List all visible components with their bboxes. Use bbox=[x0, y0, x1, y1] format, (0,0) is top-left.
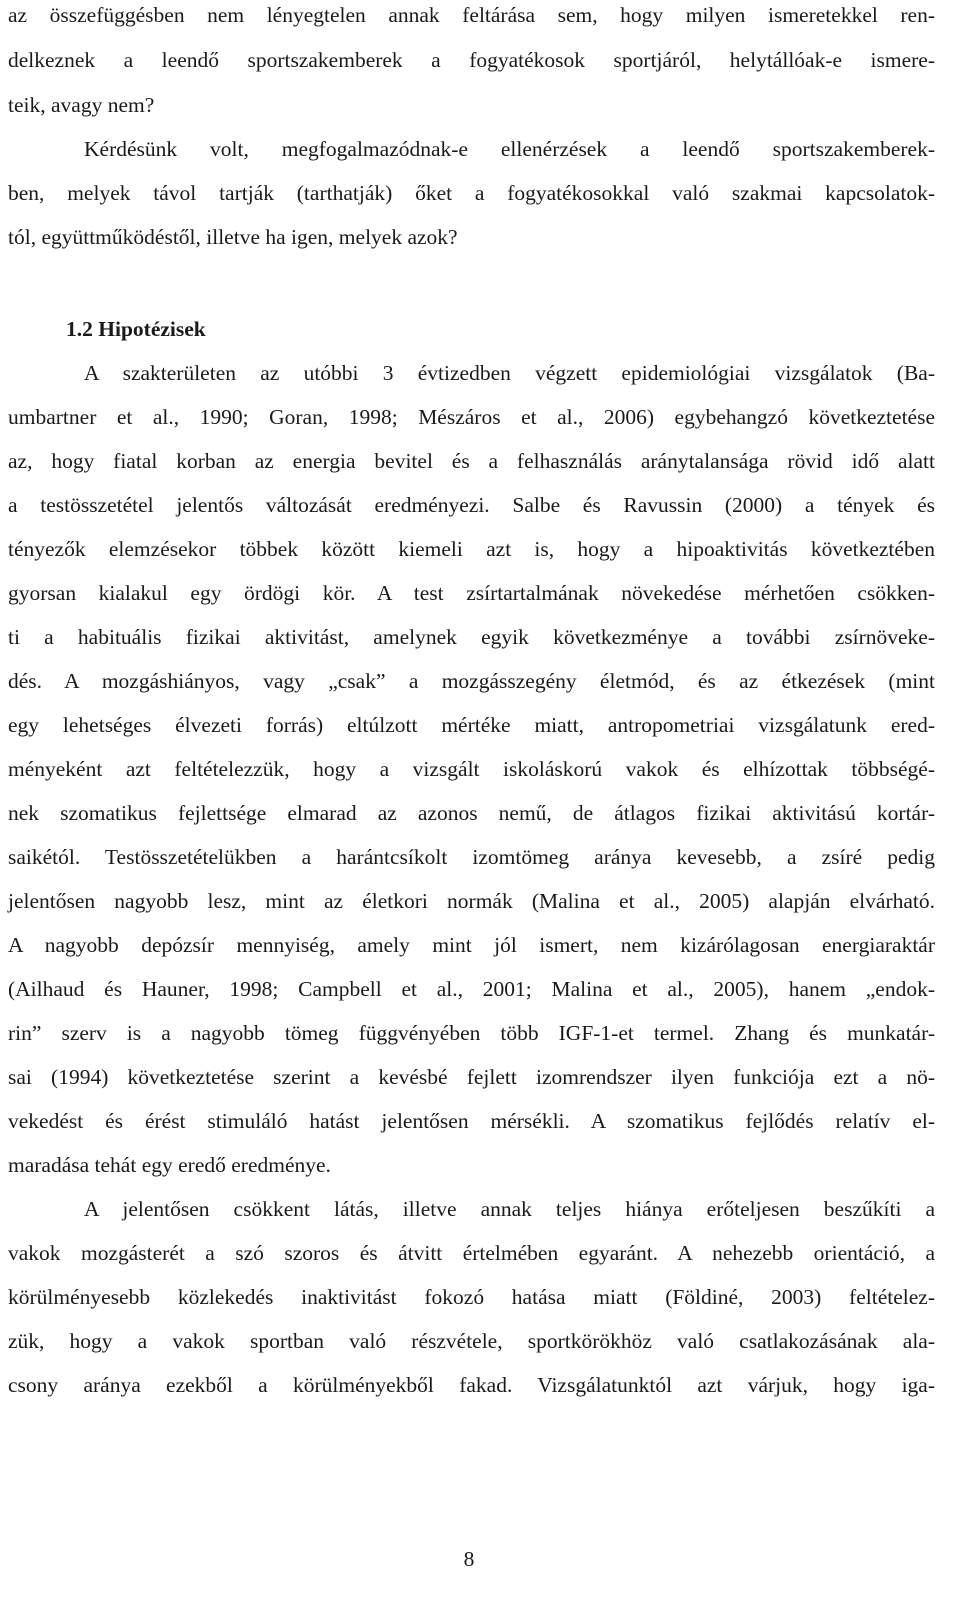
text-line: saikétól. Testösszetételükben a harántcsíkolt izomtömeg aránya kevesebb, a zsíré pedig bbox=[8, 845, 935, 869]
page-number: 8 bbox=[463, 1547, 475, 1571]
text-line: jelentősen nagyobb lesz, mint az életkori normák (Malina et al., 2005) alapján elvárható. bbox=[8, 889, 935, 913]
text-line: dés. A mozgáshiányos, vagy „csak” a mozgásszegény életmód, és az étkezések (mint bbox=[8, 669, 935, 693]
text-line: zük, hogy a vakok sportban való részvétele, sportkörökhöz való csatlakozásának ala- bbox=[8, 1329, 935, 1353]
text-line: A nagyobb depózsír mennyiség, amely mint jól ismert, nem kizárólagosan energiaraktár bbox=[8, 933, 935, 957]
text-line: ti a habituális fizikai aktivitást, amelynek egyik következménye a további zsírnöveke- bbox=[8, 625, 935, 649]
text-line: a testösszetétel jelentős változását eredményezi. Salbe és Ravussin (2000) a tények és bbox=[8, 493, 935, 517]
text-line: maradása tehát egy eredő eredménye. bbox=[8, 1153, 331, 1177]
text-line: egy lehetséges élvezeti forrás) eltúlzott mértéke miatt, antropometriai vizsgálatunk ered- bbox=[8, 713, 935, 737]
text-line: tényezők elemzésekor többek között kiemeli azt is, hogy a hipoaktivitás következtében bbox=[8, 537, 935, 561]
text-line: tól, együttműködéstől, illetve ha igen, melyek azok? bbox=[8, 225, 458, 249]
text-line: vekedést és érést stimuláló hatást jelentősen mérsékli. A szomatikus fejlődés relatív el- bbox=[8, 1109, 935, 1133]
text-line: umbartner et al., 1990; Goran, 1998; Mészáros et al., 2006) egybehangzó következtetése bbox=[8, 405, 935, 429]
text-line: A szakterületen az utóbbi 3 évtizedben végzett epidemiológiai vizsgálatok (Ba- bbox=[84, 361, 935, 385]
text-line: csony aránya ezekből a körülményekből fakad. Vizsgálatunktól azt várjuk, hogy iga- bbox=[8, 1373, 935, 1397]
text-line: teik, avagy nem? bbox=[8, 93, 155, 117]
text-line: sai (1994) következtetése szerint a kevésbé fejlett izomrendszer ilyen funkciója ezt a nö- bbox=[8, 1065, 935, 1089]
text-line: ben, melyek távol tartják (tarthatják) őket a fogyatékosokkal való szakmai kapcsolatok- bbox=[8, 181, 935, 205]
text-line: gyorsan kialakul egy ördögi kör. A test zsírtartalmának növekedése mérhetően csökken- bbox=[8, 581, 935, 605]
text-line: nek szomatikus fejlettsége elmarad az azonos nemű, de átlagos fizikai aktivitású kortár- bbox=[8, 801, 935, 825]
text-line: rin” szerv is a nagyobb tömeg függvényében több IGF-1-et termel. Zhang és munkatár- bbox=[8, 1021, 935, 1045]
text-line: A jelentősen csökkent látás, illetve annak teljes hiánya erőteljesen beszűkíti a bbox=[84, 1197, 935, 1221]
text-line: delkeznek a leendő sportszakemberek a fogyatékosok sportjáról, helytállóak-e ismere- bbox=[8, 48, 935, 72]
text-line: körülményesebb közlekedés inaktivitást fokozó hatása miatt (Földiné, 2003) feltételez- bbox=[8, 1285, 935, 1309]
text-line: vakok mozgásterét a szó szoros és átvitt értelmében egyaránt. A nehezebb orientáció, a bbox=[8, 1241, 935, 1265]
text-line: az, hogy fiatal korban az energia bevitel és a felhasználás aránytalansága rövid idő alatt bbox=[8, 449, 935, 473]
text-line: az összefüggésben nem lényegtelen annak feltárása sem, hogy milyen ismeretekkel ren- bbox=[8, 3, 935, 27]
text-line: (Ailhaud és Hauner, 1998; Campbell et al., 2001; Malina et al., 2005), hanem „endok- bbox=[8, 977, 935, 1001]
section-heading: 1.2 Hipotézisek bbox=[66, 317, 206, 341]
text-line: ményeként azt feltételezzük, hogy a vizsgált iskoláskorú vakok és elhízottak többségé- bbox=[8, 757, 935, 781]
text-line: Kérdésünk volt, megfogalmazódnak-e ellenérzések a leendő sportszakemberek- bbox=[84, 137, 935, 161]
